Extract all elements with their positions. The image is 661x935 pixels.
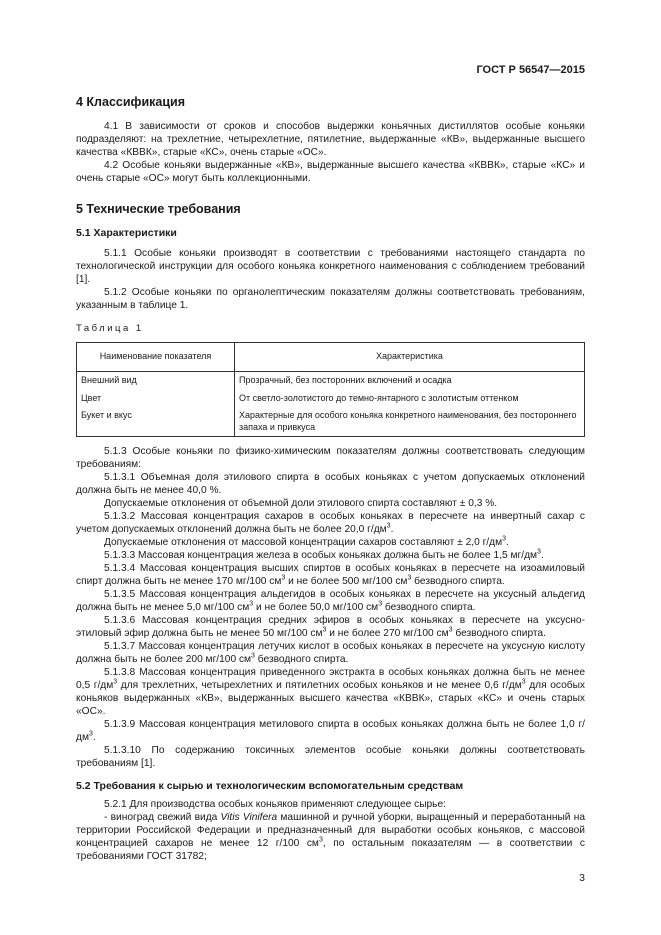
table-cell: Букет и вкус — [77, 407, 235, 437]
page-content — [76, 92, 585, 863]
table-1 — [76, 342, 585, 437]
paragraph-text: для трехлетних, четырехлетних и пятилетних особых коньяков и не менее 0,6 г/дм — [117, 680, 522, 691]
paragraph-5-1-2: 5.1.2 Особые коньяки по органолептическим показателям должны соответствовать требованиям, указанным в таблице 1. — [76, 287, 585, 311]
paragraph-5-1-3-6 — [76, 614, 585, 640]
exponent: 3 — [251, 652, 255, 660]
table-cell: Цвет — [77, 390, 235, 408]
exponent: 3 — [502, 535, 506, 543]
table-header-cell: Характеристика — [235, 343, 585, 372]
section-4-title: 4 Классификация — [76, 95, 186, 109]
paragraph-5-1-3-1-tolerance: Допускаемые отклонения от объемной доли этилового спирта составляют ± 0,3 %. — [104, 498, 498, 509]
paragraph-text: 5.1.3.8 Массовая концентрация приведенного экстракта в особых коньяках должна быть не менее 0,5 г/дм — [76, 667, 585, 691]
table-header-cell: Наименование показателя — [77, 343, 235, 372]
paragraph-5-1-3-9: 5.1.3.9 Массовая концентрация метилового спирта в особых коньяках должна быть не более 1,0 $г/дм^3$. — [76, 719, 585, 743]
subsection-5-1-title: 5.1 Характеристики — [76, 227, 177, 239]
section-5-title: 5 Технические требования — [76, 202, 241, 216]
exponent: 3 — [318, 836, 323, 844]
paragraph-text: машинной и ручной уборки, выращенный и переработанный на территории Российской Федерации и предназначенный для выработки особых коньяков, с массовой концентрацией сахаров не менее 12 г/100 см — [76, 812, 586, 849]
paragraph-text: Допускаемые отклонения от массовой концентрации сахаров составляют ± 2,0 г/дм — [104, 537, 503, 548]
exponent: 3 — [537, 548, 541, 556]
subsection-5-2-title: 5.2 Требования к сырью и технологическим вспомогательным средствам — [76, 780, 464, 792]
page-number: 3 — [579, 872, 585, 884]
paragraph-5-1-3: 5.1.3 Особые коньяки по физико-химическим показателям должны соответствовать следующим требованиям: — [76, 446, 585, 470]
table-row — [77, 372, 585, 390]
paragraph-text: 5.1.3.5 Массовая концентрация альдегидов в особых коньяках в пересчете на уксусный альдегид должна быть не менее 5,0 мг/100 см — [76, 589, 585, 613]
paragraph-5-1-1: 5.1.1 Особые коньяки производят в соответствии с требованиями настоящего стандарта по технологической инструкции для особого коньяка конкретного наименования с соблюдением требований [1]. — [76, 248, 585, 285]
table-row — [77, 390, 585, 408]
table-cell: Прозрачный, без посторонних включений и осадка — [235, 372, 585, 390]
exponent: 3 — [249, 600, 254, 608]
paragraph-5-1-3-3: 5.1.3.3 Массовая концентрация железа в особых коньяках должна быть не более 1,5 $мг/дм^3$. — [104, 548, 544, 561]
paragraph-5-1-3-8 — [76, 666, 585, 718]
paragraph-5-1-3-2-tolerance: Допускаемые отклонения от массовой концентрации сахаров составляют ± 2,0 $г/дм^3$. — [104, 535, 509, 548]
paragraph-4-2: 4.2 Особые коньяки выдержанные «КВ», выдержанные высшего качества «КВВК», старые «КС» и очень старые «ОС» могут быть коллекционными. — [76, 160, 585, 184]
paragraph-text: 5.1.3.3 Массовая концентрация железа в особых коньяках должна быть не более 1,5 мг/дм — [104, 550, 538, 561]
paragraph-grape — [76, 811, 585, 863]
paragraph-text: 5.1.3.9 Массовая концентрация метилового спирта в особых коньяках должна быть не более 1,0 г/дм — [76, 719, 585, 743]
paragraph-5-1-3-7 — [76, 640, 585, 666]
exponent: 3 — [407, 574, 412, 582]
paragraph-4-1: 4.1 В зависимости от сроков и способов выдержки коньячных дистиллятов особые коньяки подразделяют: на трехлетние, четырехлетние, пятилетние, выдержанные «КВ», выдержанные высшего качества «КВВК», старые «КС», очень старые «ОС». — [76, 121, 585, 158]
paragraph-5-2-1: 5.2.1 Для производства особых коньяков применяют следующее сырье: — [104, 799, 446, 810]
paragraph-text: 5.1.3.7 Массовая концентрация летучих кислот в особых коньяках в пересчете на уксусную кислоту должна быть не более 200 мг/100 см — [76, 641, 585, 665]
paragraph-text: безводного спирта. — [382, 602, 476, 613]
table-cell: От светло-золотистого до темно-янтарного с золотистым оттенком — [235, 390, 585, 408]
table-1-caption: Таблица 1 — [76, 323, 144, 334]
paragraph-5-1-3-5 — [76, 588, 585, 614]
table-header-row — [77, 343, 585, 372]
paragraph-text: - виноград свежий вида — [104, 812, 221, 823]
paragraph-text: , по остальным показателям — в соответствии с требованиями ГОСТ 31782; — [76, 838, 585, 862]
paragraph-text: и не более 50,0 мг/100 см — [253, 602, 379, 613]
paragraph-text: безводного спирта. — [452, 628, 546, 639]
exponent: 3 — [521, 678, 526, 686]
paragraph-text: для особых коньяков выдержанных «КВ», выдержанных высшего качества «КВВК», старых «КС» и очень старых «ОС». — [76, 680, 585, 717]
paragraph-text: 5.1.3.6 Массовая концентрация средних эфиров в особых коньяках в пересчете на уксусно-этиловый эфир должна быть не менее 50 мг/100 см — [76, 615, 585, 639]
paragraph-5-1-3-10: 5.1.3.10 По содержанию токсичных элементов особые коньяки должны соответствовать требованиям [1]. — [76, 745, 585, 769]
exponent: 3 — [88, 730, 93, 738]
paragraph-text: безводного спирта. — [411, 576, 505, 587]
paragraph-5-1-3-1: 5.1.3.1 Объемная доля этилового спирта в особых коньяках с учетом допускаемых отклонений должна быть не менее 40,0 %. — [76, 472, 585, 496]
paragraph-text: 5.1.3.2 Массовая концентрация сахаров в особых коньяках в пересчете на инвертный сахар с учетом допускаемых отклонений должна быть не более 20,0 г/дм — [76, 511, 585, 535]
exponent: 3 — [322, 626, 327, 634]
paragraph-text: и не более 270 мг/100 см — [326, 628, 449, 639]
paragraph-5-1-3-2: 5.1.3.2 Массовая концентрация сахаров в особых коньяках в пересчете на инвертный сахар с учетом допускаемых отклонений должна быть не более 20,0 $г/дм^3$. — [76, 511, 585, 535]
table-cell: Внешний вид — [77, 372, 235, 390]
table-row — [77, 407, 585, 437]
table-cell: Характерные для особого коньяка конкретного наименования, без постороннего запаха и привкуса — [235, 407, 585, 437]
paragraph-text: 5.1.3.4 Массовая концентрация высших спиртов в особых коньяках в пересчете на изоамиловый спирт должна быть не менее 170 мг/100 см — [76, 563, 585, 587]
exponent: 3 — [386, 522, 391, 530]
exponent: 3 — [113, 678, 118, 686]
exponent: 3 — [281, 574, 286, 582]
paragraph-5-1-3-4 — [76, 562, 585, 588]
exponent: 3 — [378, 600, 383, 608]
document-header: ГОСТ Р 56547—2015 — [476, 64, 585, 76]
paragraph-text: безводного спирта. — [254, 654, 349, 665]
exponent: 3 — [448, 626, 453, 634]
paragraph-text: и не более 500 мг/100 см — [285, 576, 408, 587]
species-name: Vitis Vinifera — [220, 812, 278, 823]
